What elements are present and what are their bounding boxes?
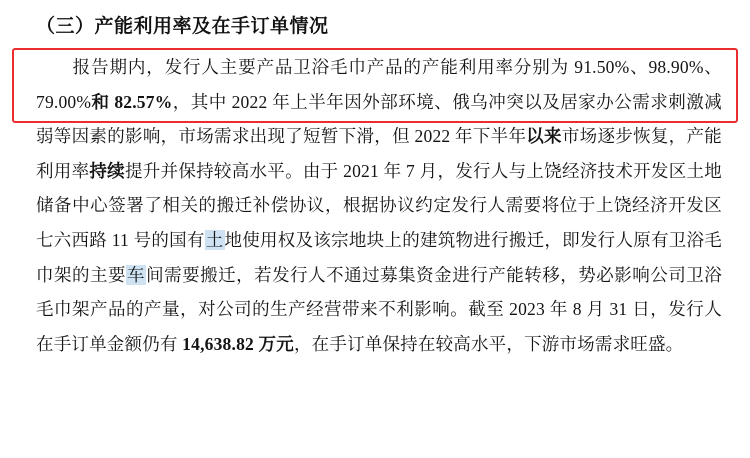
paragraph-segment-3: ，其中 2022 年上半年因外部环境、俄乌冲突以及居家办公需求刺激减弱等因素的影响，市场需求出现了短暂下滑，但 2022 年下半年 (36, 91, 722, 147)
paragraph-segment-4-bold: 以来 (526, 126, 562, 147)
paragraph-segment-9: 地使用权及该宗地块上的建筑物进行搬迁，即发行人原有卫浴毛巾架的主要 (36, 229, 723, 285)
paragraph-segment-5: 市场逐步恢复，产能利用率 (36, 126, 722, 181)
paragraph-segment-7: 提升并保持较高水平。由于 2021 年 7 月，发行人与上饶经济技术开发区土地储备中心签署了相关的搬迁补偿协议，根据协议约定发行人需要将位于上饶经济开发区七六西路 11 号的国有 (36, 160, 722, 250)
body-paragraph (36, 50, 722, 361)
paragraph-segment-2-bold: 和 82.57% (91, 91, 173, 112)
highlight-text-tu: 土 (205, 229, 224, 250)
paragraph-segment-13: ，在手订单保持在较高水平，下游市场需求旺盛。 (293, 333, 684, 354)
paragraph-segment-11: 间需要搬迁，若发行人不通过募集资金进行产能转移，势必影响公司卫浴毛巾架产品的产量，对公司的生产经营带来不利影响。截至 2023 年 8 月 31 日，发行人在手订单金额仍有 (36, 264, 723, 354)
highlight-text-che: 车 (127, 264, 146, 285)
section-heading: （三）产能利用率及在手订单情况 (36, 16, 329, 37)
paragraph-segment-12-bold: 14,638.82 万元 (177, 333, 294, 354)
paragraph-segment-1: 报告期内，发行人主要产品卫浴毛巾产品的产能利用率分别为 91.50%、98.90%、79.00% (36, 57, 722, 112)
paragraph-segment-6-bold: 持续 (89, 160, 125, 181)
